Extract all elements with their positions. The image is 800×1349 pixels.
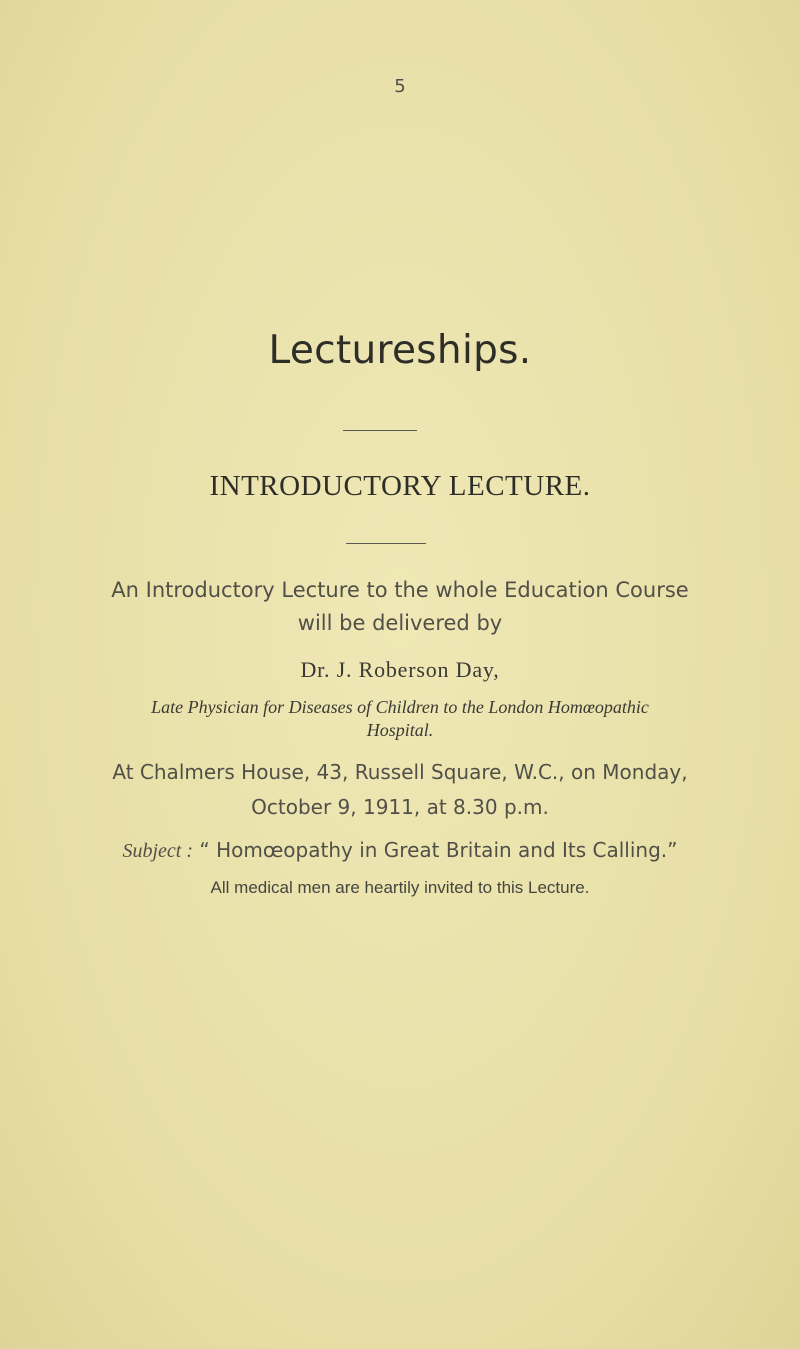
venue-line-2: October 9, 1911, at 8.30 p.m. [251, 795, 549, 819]
section-heading: INTRODUCTORY LECTURE. [209, 470, 591, 502]
lecturer-position-line-1: Late Physician for Diseases of Children to the London Homœopathic [151, 697, 649, 717]
page-title: Lectureships. [268, 328, 532, 373]
divider-rule [346, 543, 426, 544]
lecturer-name: Dr. J. Roberson Day, [300, 657, 500, 682]
announcement-line-1: An Introductory Lecture to the whole Education Course [111, 578, 689, 602]
venue-line-1: At Chalmers House, 43, Russell Square, W.C., on Monday, [112, 760, 688, 784]
divider-rule [343, 430, 417, 431]
page-number: 5 [394, 76, 406, 97]
lecturer-position-line-2: Hospital. [366, 720, 434, 740]
invitation-note: All medical men are heartily invited to this Lecture. [210, 878, 590, 897]
subject-text: “ Homœopathy in Great Britain and Its Calling.” [199, 838, 678, 862]
announcement-line-2: will be delivered by [297, 611, 503, 635]
subject-label: Subject : [122, 840, 194, 862]
lecture-subject [0, 838, 800, 863]
